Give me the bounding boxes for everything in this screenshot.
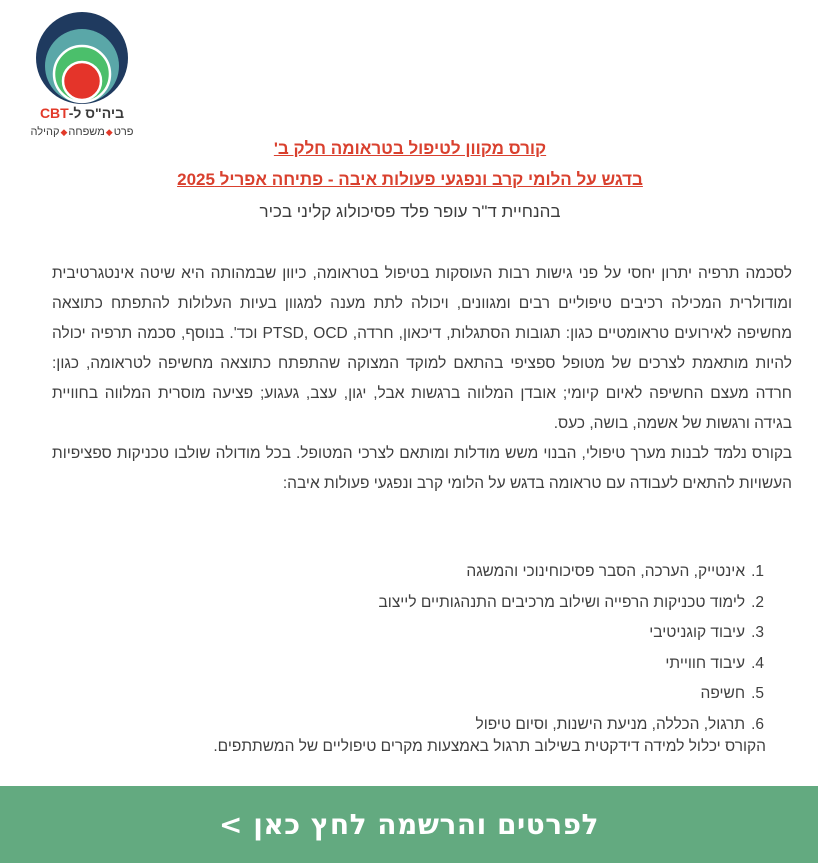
course-instructor: בהנחיית ד"ר עופר פלד פסיכולוג קליני בכיר xyxy=(259,202,561,221)
list-item xyxy=(264,618,764,649)
list-item xyxy=(264,588,764,619)
module-label: לימוד טכניקות הרפייה ושילוב מרכיבים התנהגותיים לייצוב xyxy=(378,593,746,611)
tagline-separator-icon: ◆ xyxy=(105,127,113,137)
modules-list xyxy=(264,557,764,740)
logo-title xyxy=(18,105,146,121)
description-paragraph-1: לסכמה תרפיה יתרון יחסי על פני גישות רבות העוסקות בטיפול בטראומה, כיוון שבמהותה היא שיטה אינטגרטיבית ומודולרית המכילה רכיבים טיפוליים רבים ומגוונים, ויכולה לתת מענה למגוון בעיות העלולות להתפתח כתוצאה מחשיפה לאירועים טראומטיים כגון: תגובות הסתגלות, דיכאון, חרדה, PTSD, OCD וכד'. בנוסף, סכמה תרפיה יכולה להיות מותאמת לצרכים של מטופל ספציפי בהתאם למוקד המצוקה שהתפתח כתוצאה מחשיפה לטראומה, כגון: חרדה מעצם החשיפה לאיום קיומי; אובדן המלווה ברגשות אבל, יגון, עצב, געגוע; פציעה מוסרית המלווה בחוויית בגידה ורגשות של אשמה, בושה, כעס. xyxy=(52,265,792,432)
register-button-label: לפרטים והרשמה לחץ כאן > xyxy=(219,808,599,841)
description-paragraph-2: בקורס נלמד לבנות מערך טיפולי, הבנוי משש מודלות ומותאם לצרכי המטופל. בכל מודולה שולבו טכניקות ספציפיות העשויות להתאים לעבודה עם טראומה בדגש על הלומי קרב ונפגעי פעולות איבה: xyxy=(52,445,792,492)
school-logo xyxy=(18,10,146,145)
tagline-part: משפחה xyxy=(68,126,105,138)
module-label: חשיפה xyxy=(700,685,746,702)
module-label: תרגול, הכללה, מניעת הישנות, וסיום טיפול xyxy=(475,715,746,733)
module-number: 3. xyxy=(751,624,764,641)
logo-title-prefix: ביה"ס ל- xyxy=(68,105,125,121)
list-item xyxy=(264,679,764,710)
module-number: 4. xyxy=(751,654,764,672)
module-number: 5. xyxy=(751,685,764,702)
list-item xyxy=(264,557,764,588)
course-description xyxy=(52,259,792,499)
course-subtitle: בדגש על הלומי קרב ונפגעי פעולות איבה - פתיחה אפריל 2025 xyxy=(177,170,643,189)
module-label: עיבוד חווייתי xyxy=(665,654,746,672)
logo-tagline xyxy=(18,126,146,138)
module-number: 1. xyxy=(751,563,764,580)
register-button[interactable] xyxy=(0,786,818,863)
course-title: קורס מקוון לטיפול בטראומה חלק ב' xyxy=(273,139,547,158)
module-number: 6. xyxy=(751,715,764,733)
tagline-part: פרט xyxy=(113,126,134,138)
module-label: אינטייק, הערכה, הסבר פסיכוחינוכי והמשגה xyxy=(466,563,746,580)
module-label: עיבוד קוגניטיבי xyxy=(649,624,746,641)
list-item xyxy=(264,649,764,680)
tagline-part: קהילה xyxy=(30,126,60,138)
closing-sentence: הקורס יכלול למידה דידקטית בשילוב תרגול באמצעות מקרים טיפוליים של המשתתפים. xyxy=(213,738,766,755)
logo-title-cbt: CBT xyxy=(39,105,69,121)
module-number: 2. xyxy=(751,593,764,611)
tagline-separator-icon: ◆ xyxy=(60,127,68,137)
concentric-circles-logo-icon xyxy=(36,12,128,104)
